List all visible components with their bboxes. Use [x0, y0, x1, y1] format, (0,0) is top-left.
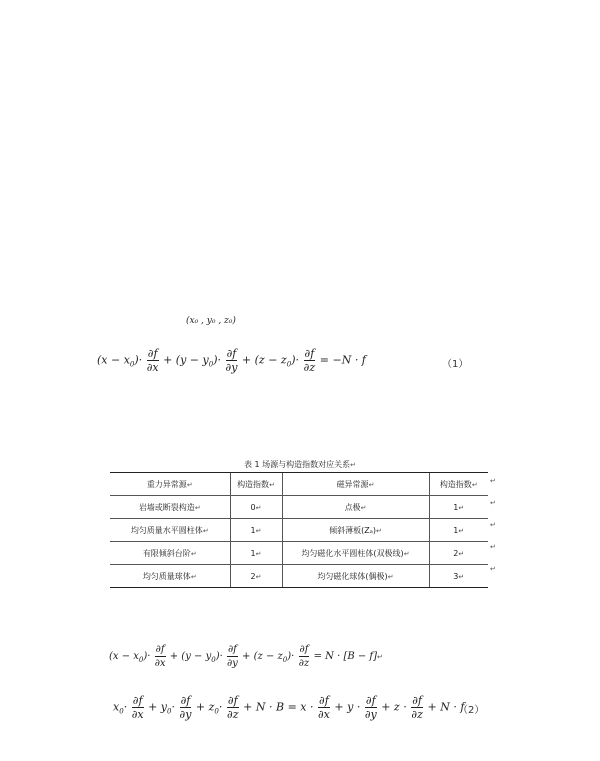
table-cell: 0↵ — [230, 496, 282, 519]
table-cell: 点极↵ — [282, 496, 429, 519]
table-cell: 倾斜薄板(Zₐ)↵ — [282, 519, 429, 542]
equation-2-number: （2） — [458, 705, 485, 716]
table-cell: 2↵ — [429, 542, 488, 565]
header-magnetic-source: 磁异常源↵ — [282, 473, 429, 496]
partial-fraction: $\frac{\partial f}{\partial z}$ — [298, 644, 310, 669]
equation-1-number: （1） — [442, 359, 469, 370]
table-cell: 3↵ — [429, 565, 488, 588]
partial-fraction: $\frac{\partial f}{\partial z}$ — [411, 694, 423, 721]
table-cell: 1↵ — [230, 519, 282, 542]
table-header-row — [110, 473, 488, 496]
partial-fraction: $\frac{\partial f}{\partial x}$ — [317, 694, 330, 721]
partial-fraction: $\frac{\partial f}{\partial y}$ — [227, 644, 238, 669]
row-end-mark: ↵ — [490, 565, 496, 573]
table-cell: 均匀磁化球体(偶极)↵ — [282, 565, 429, 588]
table-cell: 均匀质量水平圆柱体↵ — [110, 519, 230, 542]
header-gravity-source: 重力异常源↵ — [110, 473, 230, 496]
table-cell: 岩墙或断裂构造↵ — [110, 496, 230, 519]
point-coordinates-label: (x₀ , y₀ , z₀) — [186, 316, 236, 326]
table-row — [110, 519, 488, 542]
partial-fraction: $\frac{\partial f}{\partial z}$ — [227, 694, 239, 721]
table-cell: 1↵ — [429, 496, 488, 519]
table-cell: 1↵ — [230, 542, 282, 565]
partial-fraction: $\frac{\partial f}{\partial y}$ — [179, 694, 192, 721]
partial-fraction: $\frac{\partial f}{\partial y}$ — [225, 347, 238, 374]
table-row — [110, 542, 488, 565]
table-cell: 有限倾斜台阶↵ — [110, 542, 230, 565]
header-structural-index: 构造指数↵ — [230, 473, 282, 496]
table-row — [110, 496, 488, 519]
table-cell: 1↵ — [429, 519, 488, 542]
structural-index-table — [110, 472, 488, 588]
partial-fraction: $\frac{\partial f}{\partial z}$ — [303, 347, 316, 374]
row-end-mark: ↵ — [490, 499, 496, 507]
equation-mid: $(x - x_0)\cdot$ $\frac{\partial f}{\partial x}$ + $(y - y_0)\cdot$ $\frac{\partial f}{\partial y}$ + $(z - z_0)\cdot$ $\frac{\partial f}{\partial z}$ = N · [B − f]↵ — [109, 644, 383, 669]
row-end-mark: ↵ — [490, 521, 496, 529]
table-cell: 2↵ — [230, 565, 282, 588]
partial-fraction: $\frac{\partial f}{\partial x}$ — [154, 644, 166, 669]
partial-fraction: $\frac{\partial f}{\partial x}$ — [146, 347, 159, 374]
table-caption: 表 1 场源与构造指数对应关系↵ — [243, 460, 357, 469]
table-row — [110, 565, 488, 588]
partial-fraction: $\frac{\partial f}{\partial y}$ — [364, 694, 377, 721]
partial-fraction: $\frac{\partial f}{\partial x}$ — [131, 694, 144, 721]
table-cell: 均匀质量球体↵ — [110, 565, 230, 588]
header-structural-index: 构造指数↵ — [429, 473, 488, 496]
row-end-mark: ↵ — [490, 543, 496, 551]
equation-2: $x_0\cdot$ $\frac{\partial f}{\partial x}$ + $y_0\cdot$ $\frac{\partial f}{\partial y}$ + $z_0\cdot$ $\frac{\partial f}{\partial z}$ + N · B = x · $\frac{\partial f}{\partial x}$ + y · $\frac{\partial f}{\partial y}$ + z · $\frac{\partial f}{\partial z}$ + N · f — [113, 694, 465, 721]
equation-1: $(x - x_0)\cdot$ $\frac{\partial f}{\partial x}$ + $(y - y_0)\cdot$ $\frac{\partial f}{\partial y}$ + $(z - z_0)\cdot$ $\frac{\partial f}{\partial z}$ = −N · f — [97, 347, 366, 374]
row-end-mark: ↵ — [490, 477, 496, 485]
table-cell: 均匀磁化水平圆柱体(双极线)↵ — [282, 542, 429, 565]
